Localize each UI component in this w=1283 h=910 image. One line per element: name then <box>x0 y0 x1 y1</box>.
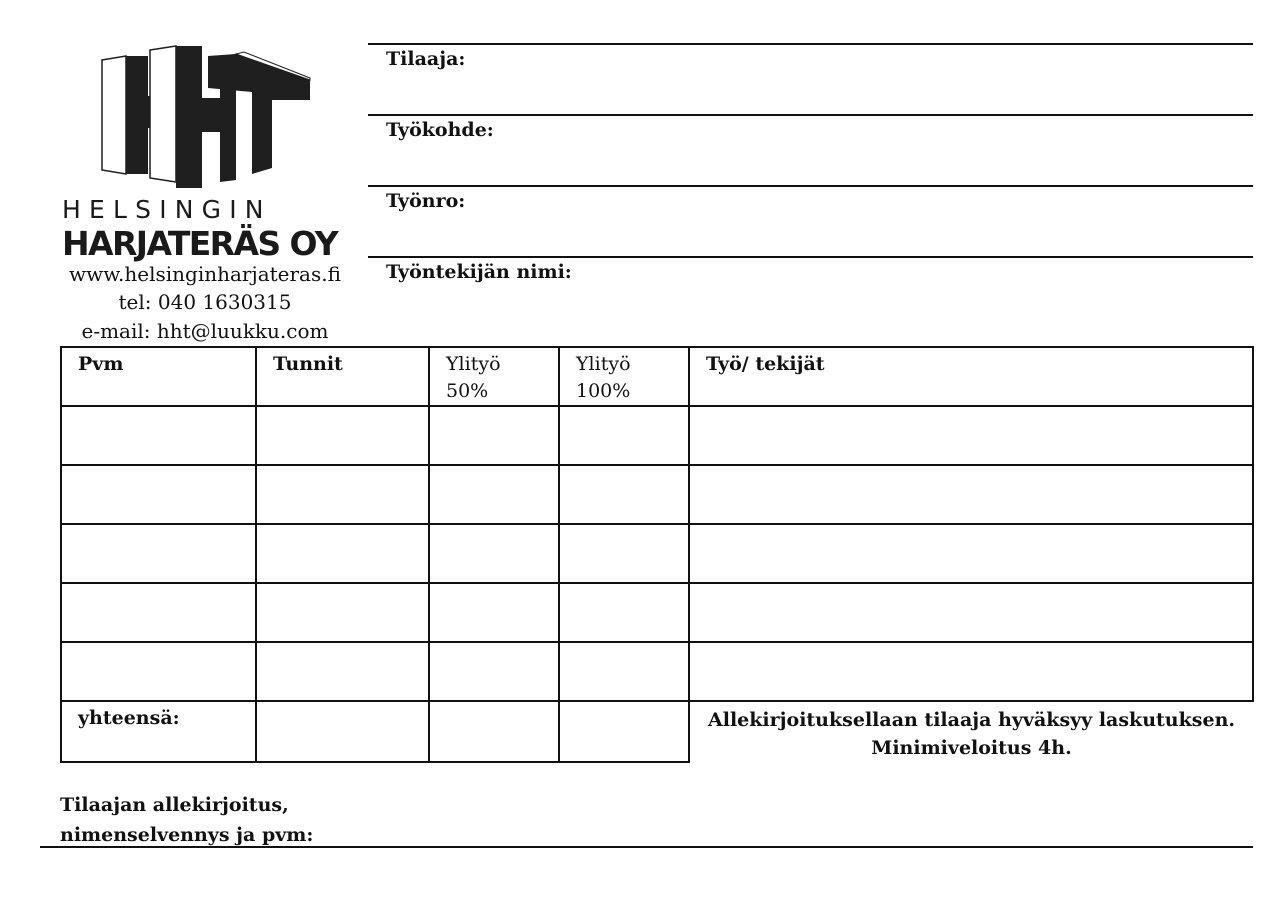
logo-shape <box>126 56 148 174</box>
logo-shape <box>150 46 176 182</box>
logo-shape <box>176 46 202 188</box>
email-address[interactable]: e-mail: hht@luukku.com <box>81 319 329 343</box>
table-cell[interactable] <box>429 406 559 465</box>
table-cell[interactable] <box>689 524 1253 583</box>
table-cell[interactable] <box>256 406 429 465</box>
table-cell[interactable] <box>256 642 429 701</box>
total-ylityo-50-cell[interactable] <box>429 701 559 762</box>
table-cell[interactable] <box>256 583 429 642</box>
table-cell[interactable] <box>689 642 1253 701</box>
table-cell[interactable] <box>256 524 429 583</box>
company-logo <box>96 42 314 190</box>
table-cell[interactable] <box>429 583 559 642</box>
field-divider <box>368 256 1253 258</box>
approval-note: Allekirjoituksellaan tilaaja hyväksyy laskutuksen. Minimiveloitus 4h. <box>707 709 1236 759</box>
field-label-tilaaja: Tilaaja: <box>386 48 466 70</box>
field-label-tyontekija: Työntekijän nimi: <box>386 261 572 283</box>
logo-shape <box>202 98 220 132</box>
field-divider <box>368 43 1253 45</box>
table-cell[interactable] <box>61 524 256 583</box>
table-cell[interactable] <box>256 465 429 524</box>
column-header-tunnit: Tunnit <box>256 347 429 406</box>
signature-label <box>60 790 380 850</box>
table-row <box>61 465 1253 524</box>
table-row <box>61 406 1253 465</box>
column-header-pvm: Pvm <box>61 347 256 406</box>
website-link[interactable]: www.helsinginharjateras.fi <box>69 262 341 286</box>
table-total-row <box>61 701 1253 762</box>
signature-line[interactable] <box>40 846 1253 848</box>
table-row <box>61 524 1253 583</box>
field-divider <box>368 114 1253 116</box>
logo-shape <box>102 56 126 174</box>
table-cell[interactable] <box>61 642 256 701</box>
table-cell[interactable] <box>429 465 559 524</box>
table-cell[interactable] <box>559 642 689 701</box>
signature-label-line-1: Tilaajan allekirjoitus, <box>60 794 289 816</box>
table-cell[interactable] <box>559 465 689 524</box>
table-row <box>61 642 1253 701</box>
table-cell[interactable] <box>429 642 559 701</box>
field-divider <box>368 185 1253 187</box>
total-ylityo-100-cell[interactable] <box>559 701 689 762</box>
table-cell[interactable] <box>61 465 256 524</box>
table-cell[interactable] <box>559 524 689 583</box>
signature-label-line-2: nimenselvennys ja pvm: <box>60 824 314 846</box>
table-cell[interactable] <box>689 406 1253 465</box>
total-label-cell: yhteensä: <box>61 701 256 762</box>
table-row <box>61 583 1253 642</box>
table-header-row <box>61 347 1253 406</box>
table-cell[interactable] <box>61 406 256 465</box>
column-header-tyo-tekijat: Työ/ tekijät <box>689 347 1253 406</box>
table-cell[interactable] <box>559 406 689 465</box>
brand-name-line-1: HELSINGIN <box>62 195 272 224</box>
table-cell[interactable] <box>61 583 256 642</box>
table-cell[interactable] <box>689 583 1253 642</box>
table-cell[interactable] <box>429 524 559 583</box>
column-header-ylityo-100: Ylityö 100% <box>559 347 689 406</box>
column-header-ylityo-50: Ylityö 50% <box>429 347 559 406</box>
phone-number: tel: 040 1630315 <box>118 290 292 314</box>
table-cell[interactable] <box>559 583 689 642</box>
brand-name-line-2: HARJATERÄS OY <box>62 224 338 263</box>
field-label-tyonro: Työnro: <box>386 190 466 212</box>
table-cell[interactable] <box>689 465 1253 524</box>
hours-table <box>60 346 1254 763</box>
field-label-tyokohde: Työkohde: <box>386 119 494 141</box>
total-tunnit-cell[interactable] <box>256 701 429 762</box>
